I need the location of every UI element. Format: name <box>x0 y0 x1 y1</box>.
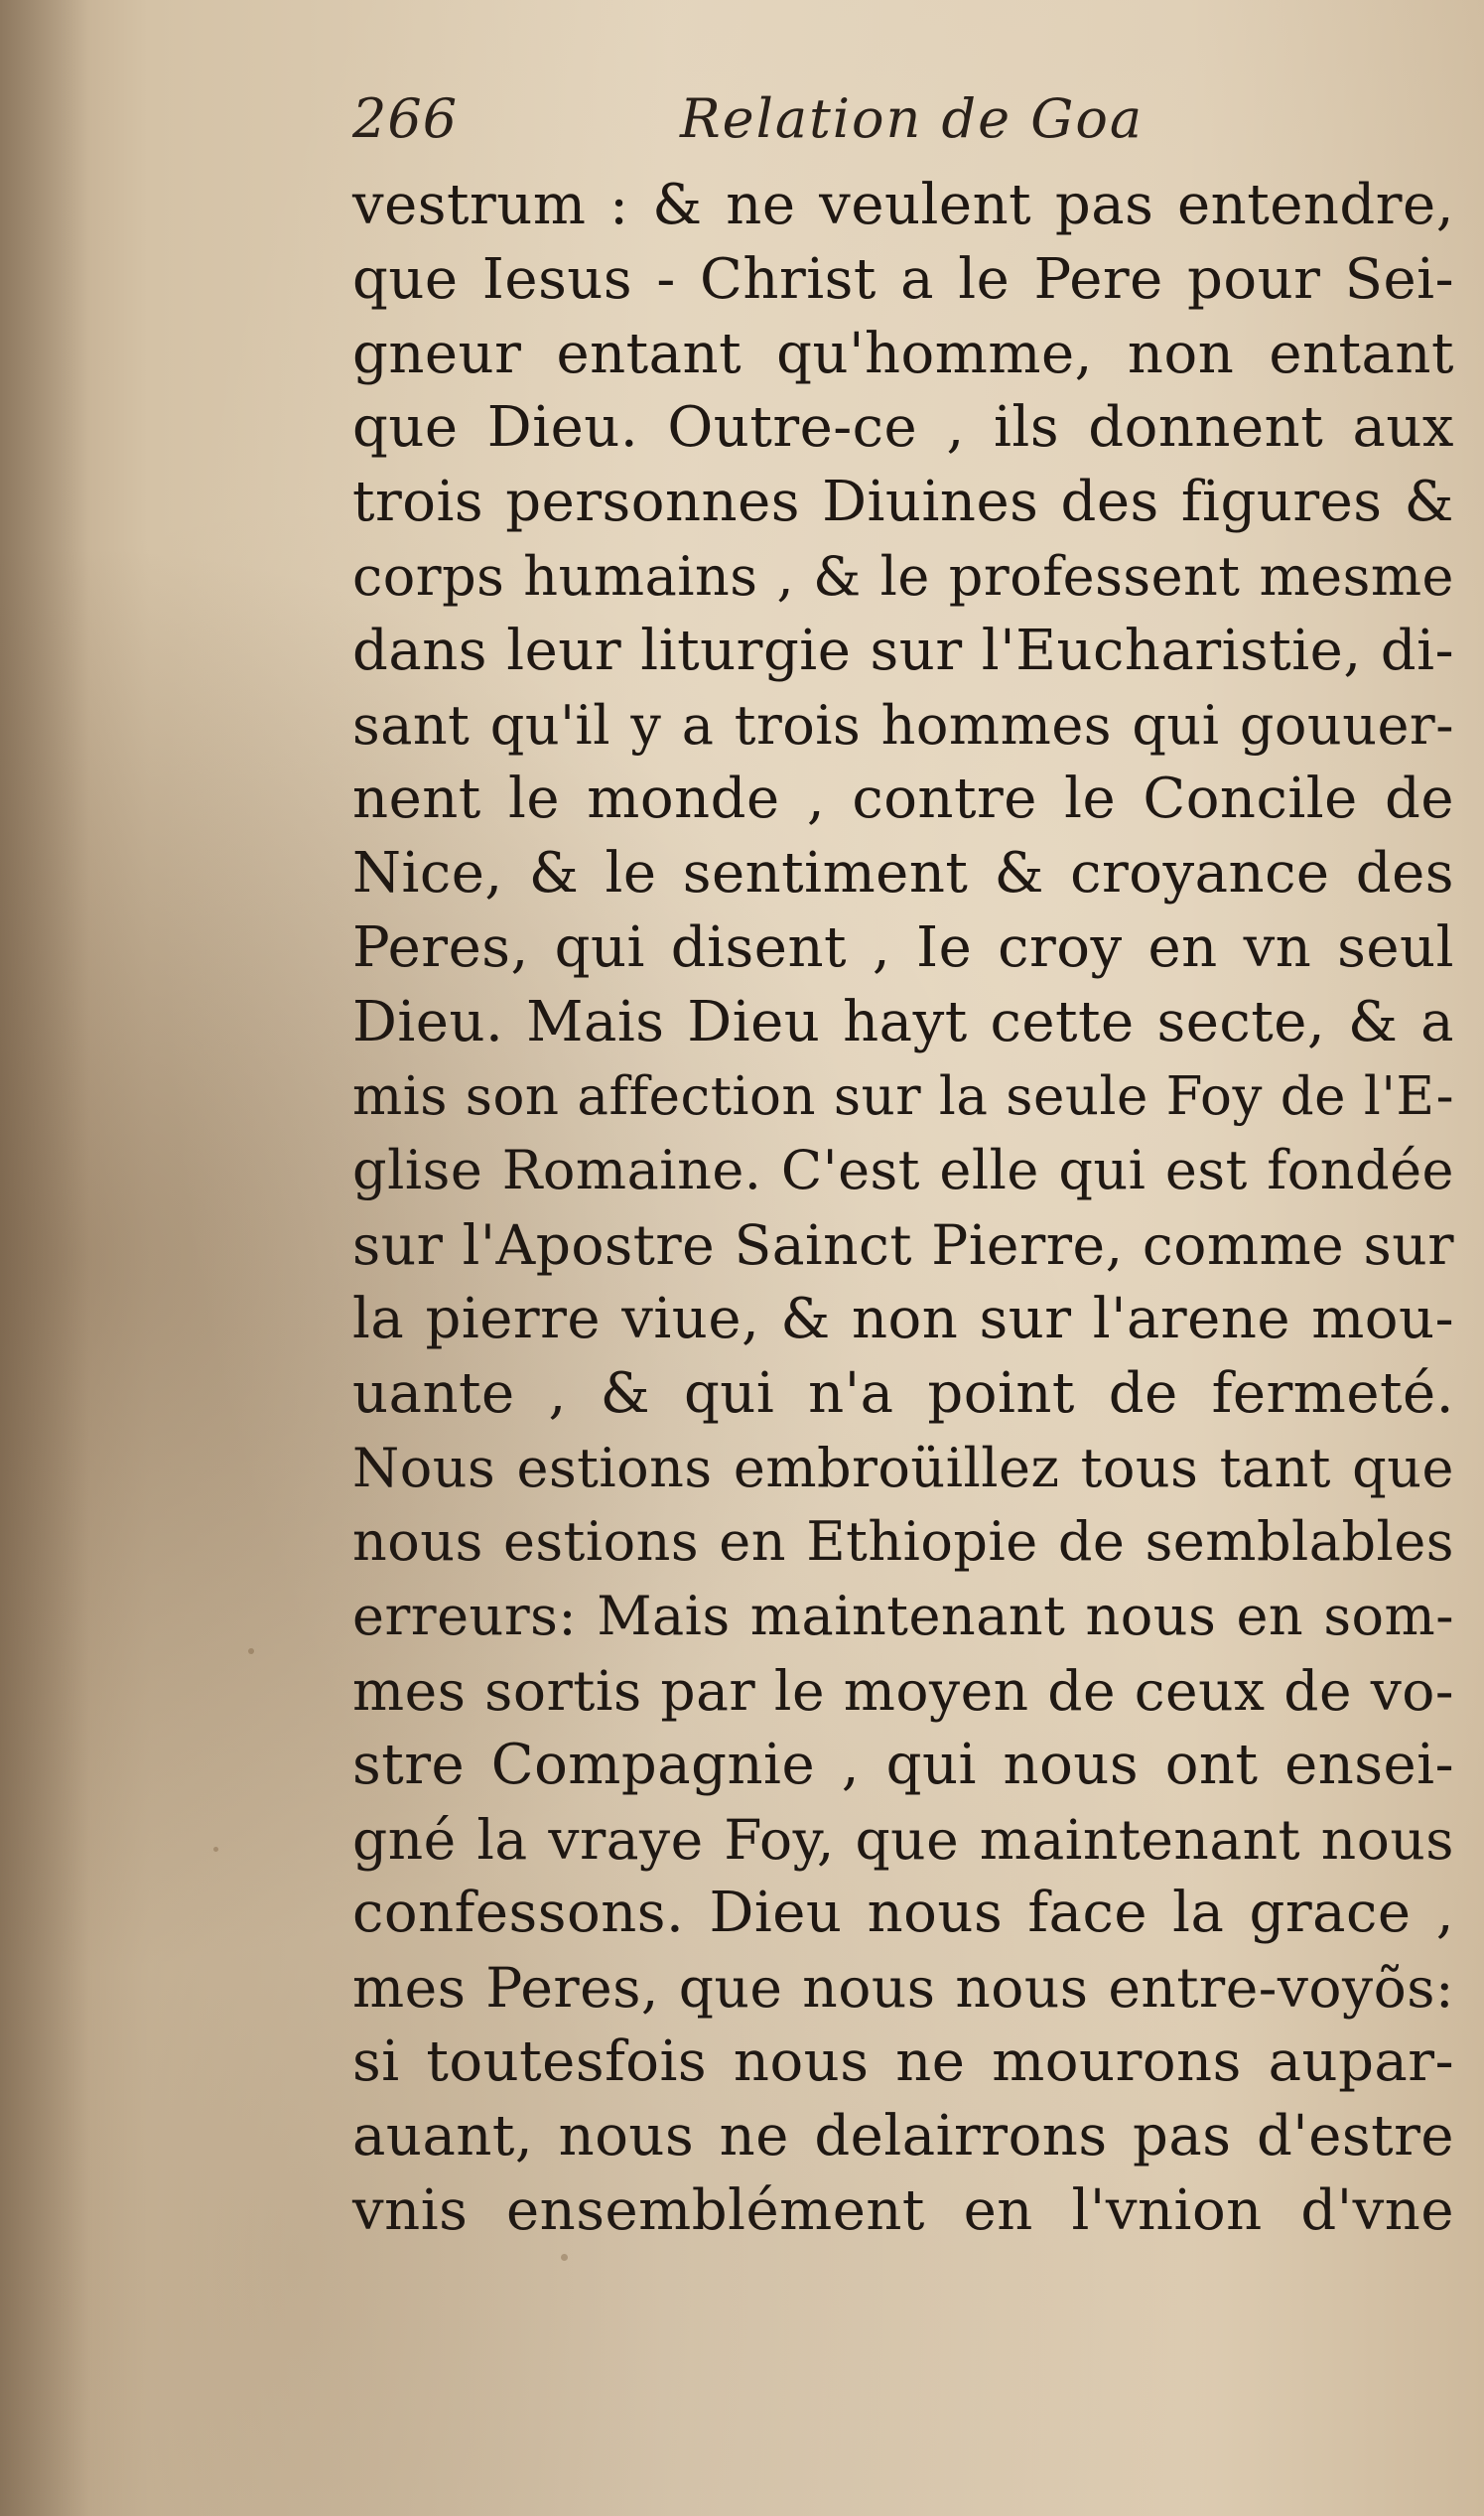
text-line: sur l'Apostre Sainct Pierre, comme sur <box>352 1213 1454 1278</box>
page-number: 266 <box>352 87 459 150</box>
text-line: mes Peres, que nous nous entre-voyõs: <box>352 1956 1454 2021</box>
text-line: mis son affection sur la seule Foy de l'E- <box>352 1065 1454 1127</box>
body-text <box>352 169 1454 2248</box>
foxing-spot <box>213 1847 218 1852</box>
text-line: gné la vraye Foy, que maintenant nous <box>352 1807 1454 1872</box>
text-line: glise Romaine. C'est elle qui est fondée <box>352 1139 1454 1202</box>
text-line: sant qu'il y a trois hommes qui gouuer- <box>352 693 1454 757</box>
text-line: dans leur liturgie sur l'Eucharistie, di- <box>352 618 1454 683</box>
foxing-spot <box>561 2254 568 2261</box>
text-line: Nice, & le sentiment & croyance des <box>352 841 1454 907</box>
text-line: Nous estions embroüillez tous tant que <box>352 1436 1454 1499</box>
text-line: nent le monde , contre le Concile de <box>352 767 1454 832</box>
text-line: que Dieu. Outre-ce , ils donnent aux <box>352 395 1454 461</box>
text-line: si toutesfois nous ne mourons aupar- <box>352 2028 1454 2094</box>
text-line: auant, nous ne delairrons pas d'estre <box>352 2103 1454 2168</box>
text-line: gneur entant qu'homme, non entant <box>352 321 1454 386</box>
text-line: vnis ensemblément en l'vnion d'vne <box>352 2177 1454 2243</box>
text-line: erreurs: Mais maintenant nous en som- <box>352 1585 1454 1648</box>
page-header <box>352 87 1444 167</box>
text-line: confessons. Dieu nous face la grace , <box>352 1881 1454 1946</box>
text-line: Dieu. Mais Dieu hayt cette secte, & a <box>352 989 1454 1054</box>
text-line: Peres, qui disent , Ie croy en vn seul <box>352 914 1454 980</box>
text-line: que Iesus - Christ a le Pere pour Sei- <box>352 246 1454 312</box>
text-line: stre Compagnie , qui nous ont ensei- <box>352 1732 1454 1797</box>
text-line: la pierre viue, & non sur l'arene mou- <box>352 1286 1454 1351</box>
foxing-spot <box>248 1648 254 1654</box>
text-line: vestrum : & ne veulent pas entendre, <box>352 173 1454 237</box>
text-line: nous estions en Ethiopie de semblables <box>352 1510 1454 1574</box>
text-line: trois personnes Diuines des figures & <box>352 470 1454 535</box>
text-line: mes sortis par le moyen de ceux de vo- <box>352 1658 1454 1723</box>
gutter-shadow <box>0 0 89 2516</box>
text-line: uante , & qui n'a point de fermeté. <box>352 1360 1454 1426</box>
text-line: corps humains , & le professent mesme <box>352 544 1454 608</box>
running-head: Relation de Goa <box>680 87 1145 150</box>
